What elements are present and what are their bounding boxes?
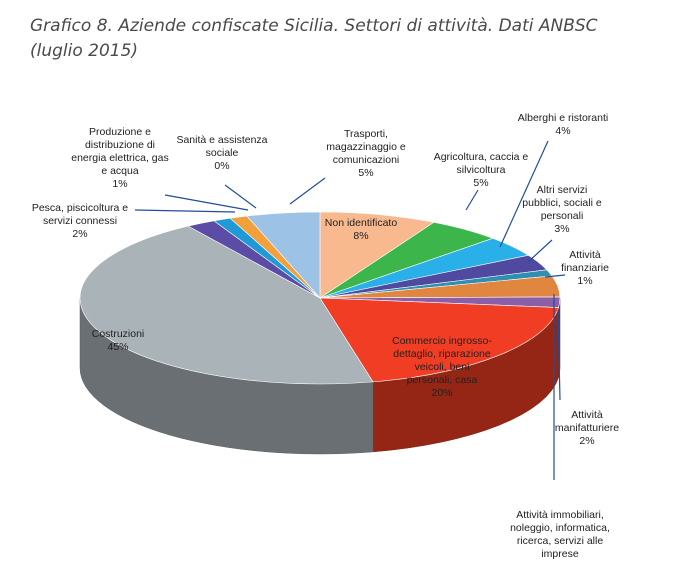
leader-line-10	[165, 195, 248, 210]
slice-label-6: Attività manifatturiere 2%	[554, 409, 620, 447]
slice-label-12: Trasporti, magazzinaggio e comunicazioni 5%	[326, 128, 406, 179]
slice-label-4: Attività finanziarie 1%	[561, 249, 609, 287]
slice-label-7: Commercio ingrosso-dettaglio, riparazione veicoli, beni personali, casa 20%	[392, 335, 492, 399]
slice-label-2: Alberghi e ristoranti 4%	[517, 112, 609, 137]
leader-line-11	[225, 185, 256, 208]
slice-label-3: Altri servizi pubblici, sociali e personali 3%	[522, 184, 602, 235]
leader-line-3	[528, 240, 552, 262]
slice-label-1: Agricoltura, caccia e silvicoltura 5%	[433, 151, 529, 189]
slice-label-9: Pesca, piscicoltura e servizi connessi 2%	[31, 202, 129, 240]
leader-line-1	[466, 190, 478, 210]
slice-label-8: Costruzioni 45%	[91, 328, 145, 353]
chart-title-line2: (luglio 2015)	[30, 41, 139, 61]
slice-label-10: Produzione e distribuzione di energia elettrica, gas e acqua 1%	[71, 126, 169, 190]
leader-line-12	[290, 178, 325, 204]
slice-label-5: Attività immobiliari, noleggio, informatica, ricerca, servizi alle imprese	[510, 509, 610, 560]
leader-line-9	[135, 210, 235, 212]
chart-title-line1: Grafico 8. Aziende confiscate Sicilia. Settori di attività. Dati ANBSC	[30, 16, 598, 36]
slice-label-11: Sanità e assistenza sociale 0%	[176, 134, 268, 172]
slice-label-0: Non identificato 8%	[324, 217, 398, 242]
